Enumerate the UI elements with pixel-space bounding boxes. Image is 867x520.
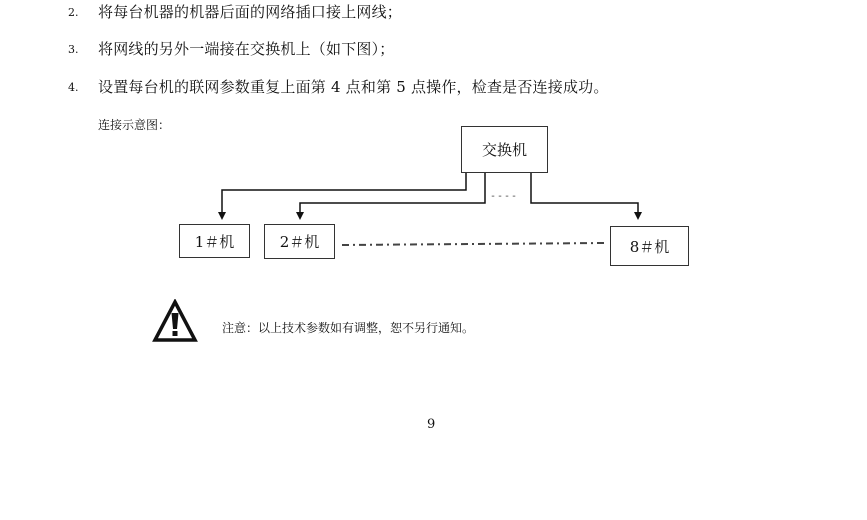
step-text: 将网线的另外一端接在交换机上（如下图）；: [98, 40, 395, 58]
step-number: 2.: [68, 6, 79, 19]
machine-label: 2＃机: [279, 233, 320, 251]
machine-box-1: [179, 224, 250, 258]
step-number: 4.: [68, 81, 79, 94]
machine-box-8: [610, 226, 689, 266]
step-text: 将每台机器的机器后面的网络插口接上网线；: [98, 3, 403, 21]
page-number: 9: [427, 417, 436, 432]
notice-text: 注意：以上技术参数如有调整，恕不另行通知。: [222, 321, 475, 335]
warning-icon: [152, 299, 198, 343]
continuation-line: [342, 243, 604, 245]
wire-machine-1: [222, 173, 466, 216]
machine-box-2: [264, 224, 335, 259]
machine-label: 8＃机: [629, 237, 670, 256]
step-number: 3.: [68, 43, 79, 56]
switch-label: 交换机: [481, 141, 527, 159]
machine-label: 1＃机: [194, 232, 235, 251]
step-text: 设置每台机的联网参数重复上面第 4 点和第 5 点操作，检查是否连接成功。: [98, 78, 609, 96]
gap-marks: ----: [490, 191, 519, 202]
wire-machine-8: [531, 173, 638, 216]
wire-machine-2: [300, 173, 485, 216]
switch-box: [461, 126, 548, 173]
diagram-caption: 连接示意图：: [98, 118, 171, 132]
